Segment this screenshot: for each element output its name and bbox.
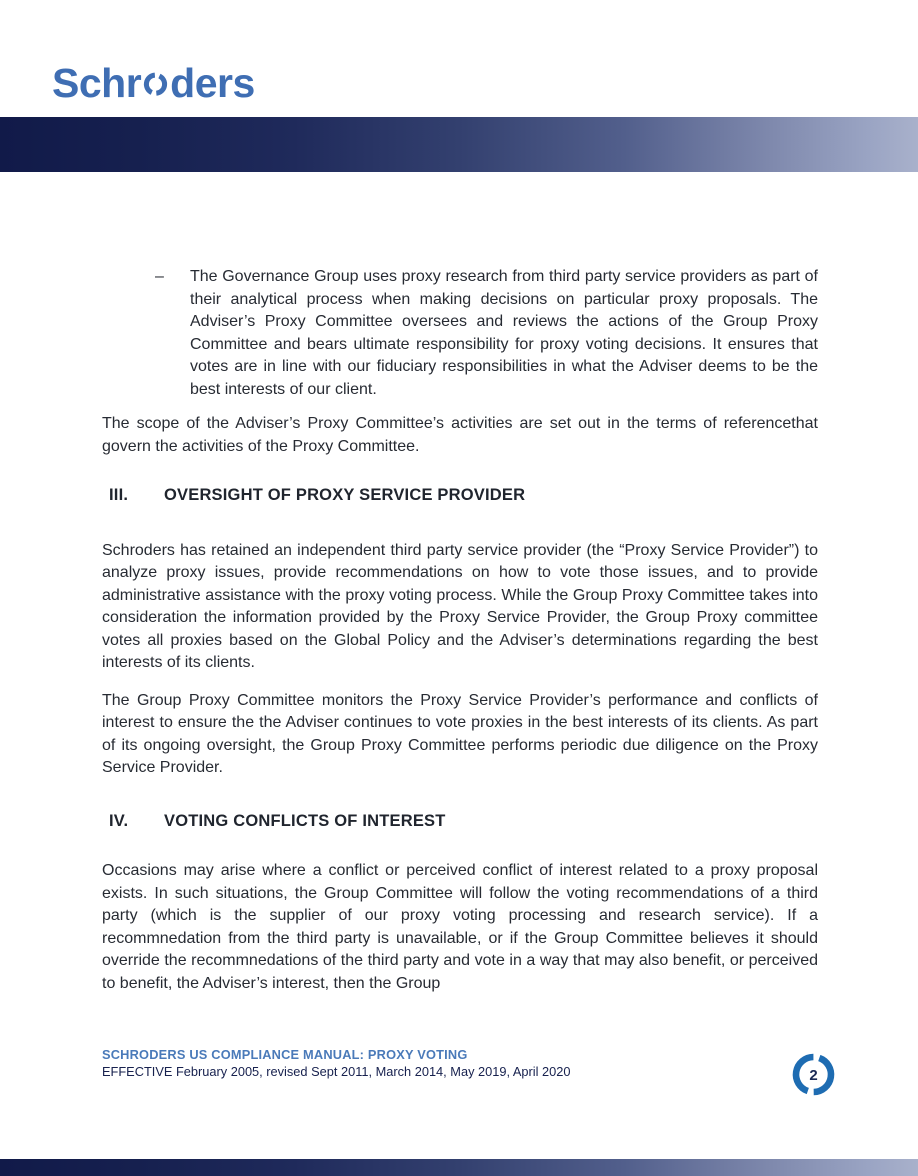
section-heading-conflicts — [102, 810, 818, 833]
schroders-logo — [52, 60, 255, 107]
section-number: III. — [109, 486, 129, 504]
intro-paragraph: The scope of the Adviser’s Proxy Committee’s activities are set out in the terms of referencethat govern the activities of the Proxy Committee. — [102, 415, 818, 455]
bullet-item — [102, 266, 818, 401]
paragraph: Occasions may arise where a conflict or perceived conflict of interest related to a proxy proposal exists. In such situations, the Group Committee will follow the voting recommendations of a third party (which is the supplier of our proxy voting processing and research service). If a recommnedation from the third party is unavailable, or if the Group Committee believes it should override the recommnedations of the third party and vote in a way that may also benefit, or perceived to benefit, the Adviser’s interest, then the Group — [102, 862, 818, 992]
schroders-o-icon — [142, 60, 169, 107]
paragraph: Schroders has retained an independent third party service provider (the “Proxy Service Provider”) to analyze proxy issues, provide recommendations on how to vote those issues, and to provide administrative assistance with the proxy voting process. While the Group Proxy Committee takes into consideration the information provided by the Proxy Service Provider, the Group Proxy committee votes all proxies based on the Global Policy and the Adviser’s determinations regarding the best interests of its clients. — [102, 541, 818, 671]
footer-banner — [0, 1159, 918, 1176]
bullet-dash-marker: – — [155, 268, 164, 285]
page-number: 2 — [809, 1067, 818, 1084]
footer — [102, 1047, 752, 1080]
logo-text-right: ders — [170, 60, 255, 106]
document-body — [102, 266, 818, 1010]
header-banner — [0, 117, 918, 172]
logo-text-left: Schr — [52, 60, 142, 106]
footer-effective-dates: EFFECTIVE February 2005, revised Sept 2011, March 2014, May 2019, April 2020 — [102, 1063, 571, 1079]
section-number: IV. — [109, 811, 129, 830]
footer-manual-title: SCHRODERS US COMPLIANCE MANUAL: PROXY VOTING — [102, 1047, 468, 1062]
section-title: OVERSIGHT OF PROXY SERVICE PROVIDER — [164, 486, 526, 504]
bullet-text: The Governance Group uses proxy research from third party service providers as part of their analytical process when making decisions on particular proxy proposals. The Adviser’s Proxy Committee oversees and reviews the actions of the Group Proxy Committee and bears ultimate responsibility for proxy voting decisions. It ensures that votes are in line with our fiduciary responsibilities in what the Adviser deems to be the best interests of our client. — [190, 268, 818, 398]
section-title: VOTING CONFLICTS OF INTEREST — [164, 811, 446, 830]
paragraph: The Group Proxy Committee monitors the Proxy Service Provider’s performance and conflicts of interest to ensure the the Adviser continues to vote proxies in the best interests of its clients. As part of its ongoing oversight, the Group Proxy Committee performs periodic due diligence on the Proxy Service Provider. — [102, 691, 818, 776]
page-number-badge — [790, 1051, 837, 1098]
section-heading-oversight — [102, 484, 818, 507]
